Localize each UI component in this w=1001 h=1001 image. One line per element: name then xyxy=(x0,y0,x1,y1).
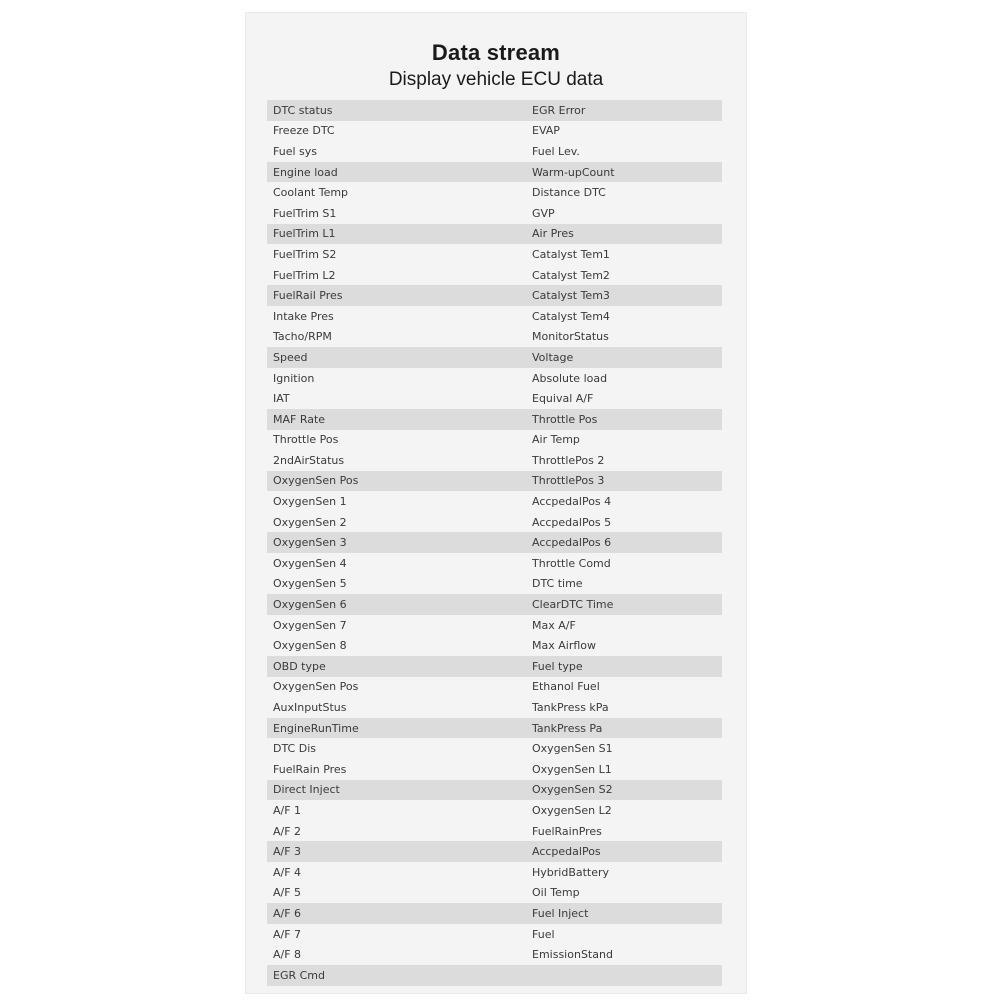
right-item-label: Throttle Pos xyxy=(532,412,598,426)
table-row xyxy=(267,224,722,245)
left-item-label: FuelTrim S1 xyxy=(273,206,337,220)
left-item-label: Fuel sys xyxy=(273,144,317,158)
left-item-label: DTC status xyxy=(273,103,333,117)
right-item-label: TankPress Pa xyxy=(532,721,603,735)
left-item-label: FuelRain Pres xyxy=(273,762,347,776)
left-item-label: 2ndAirStatus xyxy=(273,453,345,467)
table-row xyxy=(267,100,722,121)
left-item-label: A/F 4 xyxy=(273,865,302,879)
left-item-label: Freeze DTC xyxy=(273,124,335,138)
table-row xyxy=(267,759,722,780)
table-row xyxy=(267,162,722,183)
left-item-label: EGR Cmd xyxy=(273,968,325,982)
right-item-label: Fuel xyxy=(532,927,555,941)
right-item-label: Air Temp xyxy=(532,433,580,447)
table-row xyxy=(267,306,722,327)
right-item-label: EVAP xyxy=(532,124,560,138)
left-item-label: AuxInputStus xyxy=(273,701,347,715)
table-row xyxy=(267,903,722,924)
right-item-label: FuelRainPres xyxy=(532,824,602,838)
table-row xyxy=(267,965,722,986)
left-item-label: Ignition xyxy=(273,371,315,385)
left-item-label: OxygenSen 7 xyxy=(273,618,347,632)
right-item-label: Throttle Comd xyxy=(532,556,611,570)
left-item-label: OxygenSen 2 xyxy=(273,515,347,529)
right-item-label: Distance DTC xyxy=(532,186,606,200)
right-item-label: ClearDTC Time xyxy=(532,598,614,612)
table-row xyxy=(267,821,722,842)
table-row xyxy=(267,697,722,718)
left-item-label: A/F 7 xyxy=(273,927,302,941)
table-row xyxy=(267,780,722,801)
left-item-label: FuelRail Pres xyxy=(273,289,343,303)
table-row xyxy=(267,409,722,430)
left-item-label: IAT xyxy=(273,392,290,406)
table-row xyxy=(267,430,722,451)
left-item-label: Engine load xyxy=(273,165,338,179)
table-row xyxy=(267,718,722,739)
right-item-label: Air Pres xyxy=(532,227,574,241)
left-item-label: A/F 1 xyxy=(273,803,302,817)
left-item-label: OxygenSen 4 xyxy=(273,556,347,570)
right-item-label: OxygenSen S1 xyxy=(532,742,613,756)
left-item-label: Direct Inject xyxy=(273,783,340,797)
right-item-label: TankPress kPa xyxy=(532,701,609,715)
left-item-label: OxygenSen 8 xyxy=(273,639,347,653)
left-item-label: OxygenSen 6 xyxy=(273,598,347,612)
table-row xyxy=(267,347,722,368)
right-item-label: EmissionStand xyxy=(532,948,613,962)
right-item-label: Oil Temp xyxy=(532,886,580,900)
left-item-label: A/F 3 xyxy=(273,845,302,859)
table-row xyxy=(267,615,722,636)
right-item-label: GVP xyxy=(532,206,555,220)
right-item-label: AccpedalPos 5 xyxy=(532,515,612,529)
table-row xyxy=(267,862,722,883)
table-row xyxy=(267,635,722,656)
data-stream-card xyxy=(246,13,746,993)
table-row xyxy=(267,841,722,862)
table-row xyxy=(267,553,722,574)
right-item-label: Max Airflow xyxy=(532,639,596,653)
table-row xyxy=(267,265,722,286)
right-item-label: ThrottlePos 3 xyxy=(532,474,605,488)
table-row xyxy=(267,677,722,698)
left-item-label: OxygenSen 5 xyxy=(273,577,347,591)
left-item-label: A/F 5 xyxy=(273,886,302,900)
table-row xyxy=(267,285,722,306)
table-row xyxy=(267,368,722,389)
table-row xyxy=(267,244,722,265)
table-row xyxy=(267,471,722,492)
left-item-label: Intake Pres xyxy=(273,309,334,323)
left-item-label: MAF Rate xyxy=(273,412,326,426)
left-item-label: A/F 6 xyxy=(273,906,302,920)
right-item-label: Fuel Lev. xyxy=(532,144,580,158)
right-item-label: Voltage xyxy=(532,350,574,364)
table-row xyxy=(267,388,722,409)
right-item-label: Catalyst Tem1 xyxy=(532,247,610,261)
right-item-label: OxygenSen S2 xyxy=(532,783,613,797)
right-item-label: EGR Error xyxy=(532,103,586,117)
right-item-label: OxygenSen L2 xyxy=(532,803,612,817)
left-item-label: Coolant Temp xyxy=(273,186,349,200)
right-item-label: AccpedalPos xyxy=(532,845,601,859)
table-row xyxy=(267,182,722,203)
table-row xyxy=(267,800,722,821)
right-item-label: Equival A/F xyxy=(532,392,594,406)
left-item-label: A/F 8 xyxy=(273,948,302,962)
right-item-label: DTC time xyxy=(532,577,583,591)
right-item-label: MonitorStatus xyxy=(532,330,609,344)
left-item-label: OxygenSen Pos xyxy=(273,474,359,488)
table-row xyxy=(267,738,722,759)
left-item-label: OxygenSen Pos xyxy=(273,680,359,694)
table-row xyxy=(267,656,722,677)
right-item-label: Fuel Inject xyxy=(532,906,589,920)
page-title: Data stream xyxy=(431,40,561,65)
right-item-label: Catalyst Tem2 xyxy=(532,268,610,282)
right-item-label: ThrottlePos 2 xyxy=(532,453,605,467)
left-item-label: FuelTrim L2 xyxy=(273,268,336,282)
table-row xyxy=(267,203,722,224)
right-item-label: Catalyst Tem4 xyxy=(532,309,610,323)
left-item-label: OxygenSen 1 xyxy=(273,495,347,509)
table-row xyxy=(267,574,722,595)
left-item-label: EngineRunTime xyxy=(273,721,359,735)
table-row xyxy=(267,141,722,162)
left-item-label: OxygenSen 3 xyxy=(273,536,347,550)
table-row xyxy=(267,924,722,945)
right-item-label: Catalyst Tem3 xyxy=(532,289,610,303)
right-item-label: Absolute load xyxy=(532,371,608,385)
right-item-label: HybridBattery xyxy=(532,865,610,879)
right-item-label: Fuel type xyxy=(532,659,583,673)
table-row xyxy=(267,491,722,512)
table-row xyxy=(267,594,722,615)
right-item-label: Ethanol Fuel xyxy=(532,680,600,694)
table-row xyxy=(267,883,722,904)
left-item-label: Tacho/RPM xyxy=(273,330,332,344)
table-row xyxy=(267,450,722,471)
page-subtitle: Display vehicle ECU data xyxy=(388,69,604,90)
table-row xyxy=(267,327,722,348)
table-row xyxy=(267,121,722,142)
table-row xyxy=(267,532,722,553)
left-item-label: DTC Dis xyxy=(273,742,316,756)
data-stream-table xyxy=(267,100,722,986)
left-item-label: Throttle Pos xyxy=(273,433,339,447)
left-item-label: FuelTrim L1 xyxy=(273,227,336,241)
left-item-label: Speed xyxy=(273,350,308,364)
left-item-label: OBD type xyxy=(273,659,326,673)
left-item-label: FuelTrim S2 xyxy=(273,247,337,261)
right-item-label: AccpedalPos 6 xyxy=(532,536,612,550)
right-item-label: OxygenSen L1 xyxy=(532,762,612,776)
right-item-label: Max A/F xyxy=(532,618,576,632)
left-item-label: A/F 2 xyxy=(273,824,302,838)
table-row xyxy=(267,512,722,533)
right-item-label: AccpedalPos 4 xyxy=(532,495,612,509)
table-row xyxy=(267,944,722,965)
right-item-label: Warm-upCount xyxy=(532,165,615,179)
